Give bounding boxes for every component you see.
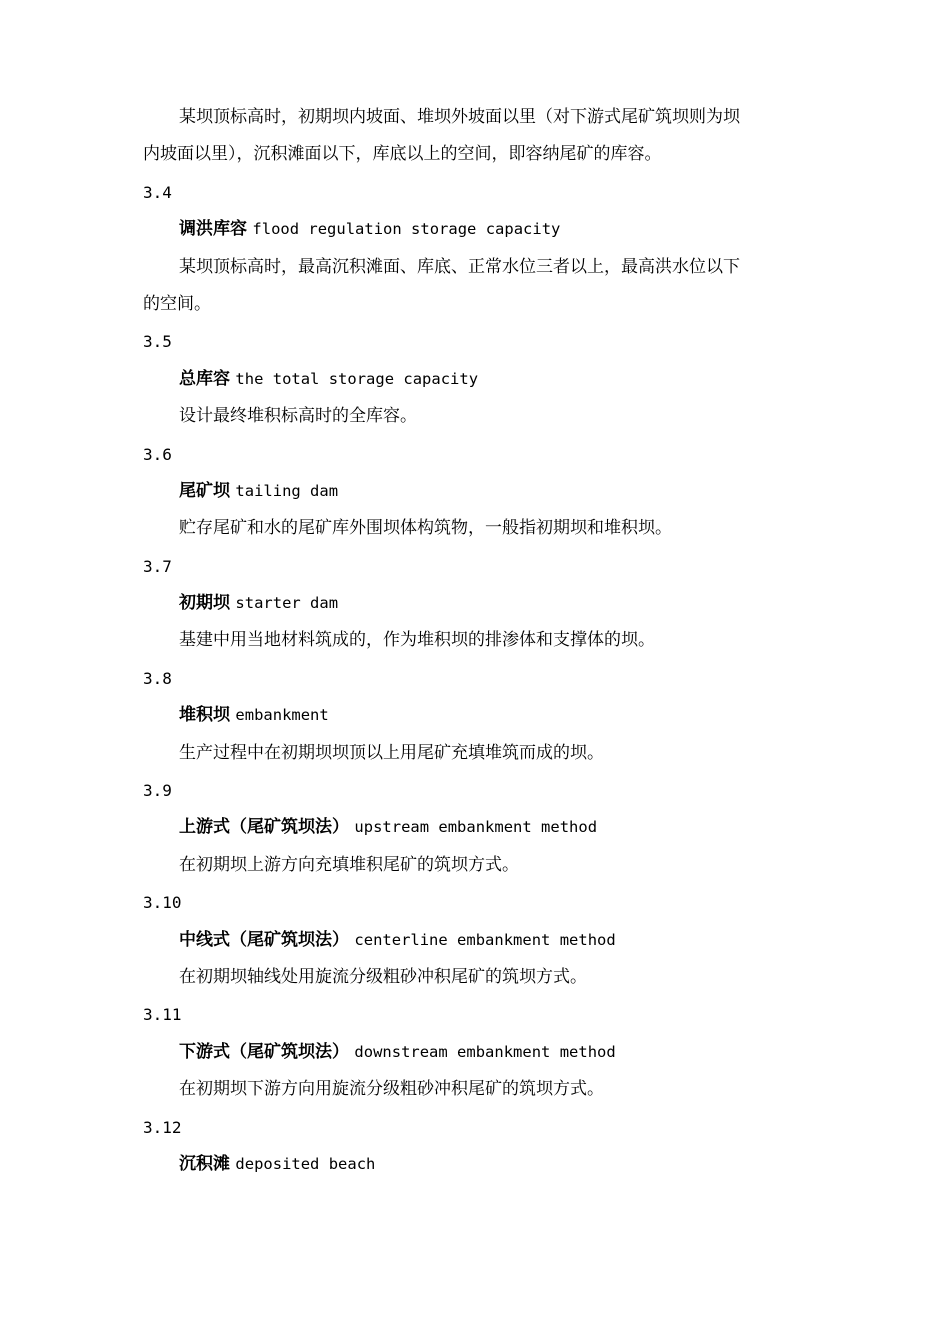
term-english: deposited beach <box>235 1154 376 1173</box>
term-heading <box>143 473 813 510</box>
term-definition-line: 在初期坝轴线处用旋流分级粗砂冲积尾矿的筑坝方式。 <box>179 966 587 987</box>
term-definition-line: 在初期坝下游方向用旋流分级粗砂冲积尾矿的筑坝方式。 <box>179 1079 604 1100</box>
term-english: embankment <box>235 706 329 725</box>
term-english: upstream embankment method <box>354 818 598 837</box>
intro-definition-line-2: 内坡面以里），沉积滩面以下，库底以上的空间，即容纳尾矿的库容。 <box>143 144 662 165</box>
term-heading <box>143 211 813 248</box>
term-definition-line: 某坝顶标高时，最高沉积滩面、库底、正常水位三者以上，最高洪水位以下 <box>179 256 740 277</box>
term-chinese: 尾矿坝 <box>179 480 230 501</box>
term-definition-line: 基建中用当地材料筑成的，作为堆积坝的排渗体和支撑体的坝。 <box>179 630 655 651</box>
clause-number: 3.10 <box>143 893 182 913</box>
term-heading <box>143 922 813 959</box>
clause-number: 3.9 <box>143 781 172 801</box>
term-heading <box>143 361 813 398</box>
term-english: flood regulation storage capacity <box>252 220 561 239</box>
clause-number: 3.8 <box>143 668 172 688</box>
clause-number: 3.5 <box>143 332 172 352</box>
term-chinese: 沉积滩 <box>179 1153 230 1174</box>
term-english: downstream embankment method <box>354 1042 616 1061</box>
intro-definition-line-1: 某坝顶标高时，初期坝内坡面、堆坝外坡面以里（对下游式尾矿筑坝则为坝 <box>179 107 740 127</box>
clause-number: 3.4 <box>143 182 172 202</box>
term-english: tailing dam <box>235 481 339 500</box>
clause-number: 3.11 <box>143 1005 182 1025</box>
term-definition-line: 设计最终堆积标高时的全库容。 <box>179 406 417 427</box>
term-heading <box>143 809 813 846</box>
term-chinese: 堆积坝 <box>179 705 230 726</box>
term-heading <box>143 585 813 622</box>
term-definition-line: 生产过程中在初期坝坝顶以上用尾矿充填堆筑而成的坝。 <box>179 742 604 763</box>
term-chinese: 调洪库容 <box>179 219 247 240</box>
term-english: the total storage capacity <box>235 369 479 388</box>
clause-number: 3.7 <box>143 556 172 576</box>
term-heading <box>143 1034 813 1071</box>
term-english: centerline embankment method <box>354 930 616 949</box>
term-chinese: 初期坝 <box>179 593 230 614</box>
term-definition-line: 在初期坝上游方向充填堆积尾矿的筑坝方式。 <box>179 854 519 875</box>
term-definition-line: 贮存尾矿和水的尾矿库外围坝体构筑物，一般指初期坝和堆积坝。 <box>179 518 672 539</box>
clause-number: 3.12 <box>143 1117 182 1137</box>
term-chinese: 总库容 <box>179 368 230 389</box>
term-heading <box>143 697 813 734</box>
term-chinese: 上游式（尾矿筑坝法） <box>179 817 349 838</box>
term-chinese: 下游式（尾矿筑坝法） <box>179 1041 349 1062</box>
term-definition-line: 的空间。 <box>143 293 211 314</box>
term-english: starter dam <box>235 594 339 613</box>
term-heading <box>143 1146 813 1183</box>
clause-number: 3.6 <box>143 444 172 464</box>
document-content <box>143 99 813 1183</box>
term-chinese: 中线式（尾矿筑坝法） <box>179 929 349 950</box>
